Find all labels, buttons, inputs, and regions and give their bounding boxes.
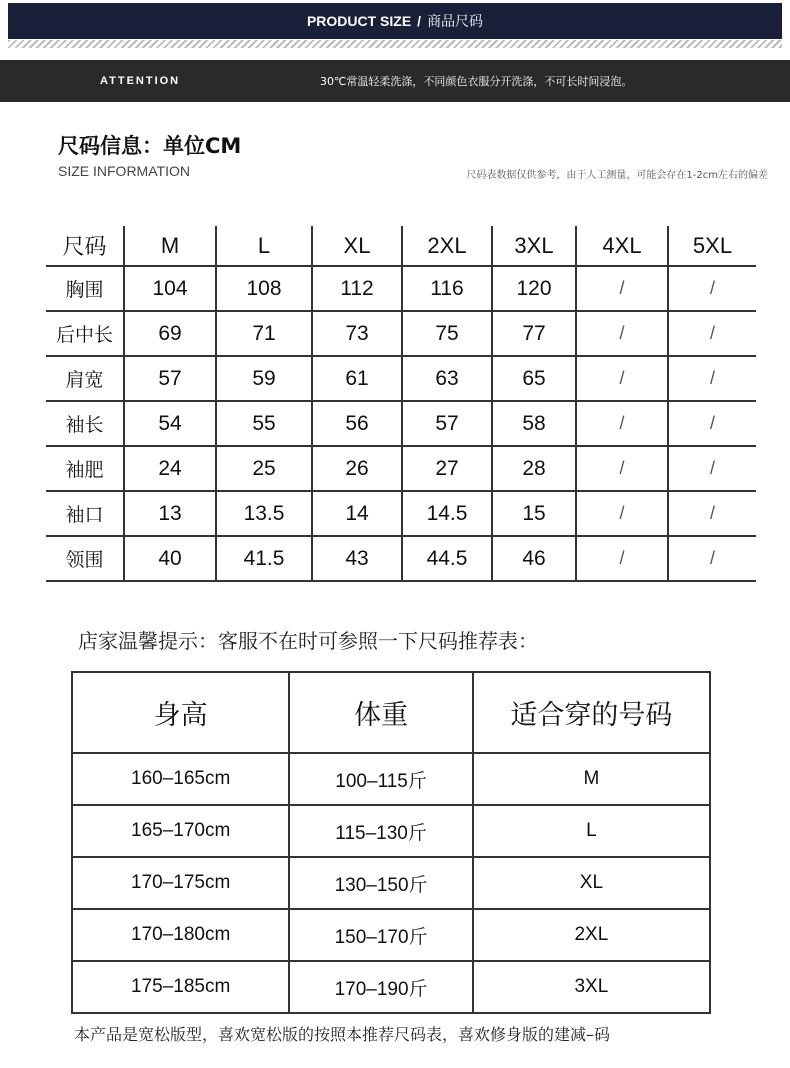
table-row [72, 857, 710, 909]
fit-note: 本产品是宽松版型，喜欢宽松版的按照本推荐尺码表，喜欢修身版的建减–码 [74, 1025, 611, 1044]
table-cell: 54 [124, 401, 216, 446]
banner-separator: / [417, 13, 422, 29]
recommendation-header-cell: 适合穿的号码 [473, 672, 710, 753]
table-cell: 13 [124, 491, 216, 536]
table-cell: 112 [312, 266, 402, 311]
table-cell: 27 [402, 446, 492, 491]
recommendation-header-cell: 身高 [72, 672, 289, 753]
table-row [46, 401, 756, 446]
table-cell: 175–185cm [72, 961, 289, 1013]
table-cell: 57 [124, 356, 216, 401]
table-cell: 55 [216, 401, 312, 446]
table-cell: 61 [312, 356, 402, 401]
banner-title-cn: 商品尺码 [427, 13, 484, 29]
table-cell: 108 [216, 266, 312, 311]
table-cell: 14.5 [402, 491, 492, 536]
table-cell: L [473, 805, 710, 857]
table-cell: 170–190斤 [289, 961, 472, 1013]
recommendation-table [71, 671, 711, 1014]
product-size-banner [8, 3, 782, 39]
size-info-title: 尺码信息：单位CM [58, 134, 242, 158]
table-cell: 63 [402, 356, 492, 401]
size-table-header [46, 226, 756, 266]
table-row [46, 356, 756, 401]
shop-tip: 店家温馨提示：客服不在时可参照一下尺码推荐表： [78, 629, 538, 653]
table-row [72, 805, 710, 857]
table-cell: / [576, 356, 668, 401]
table-cell: 160–165cm [72, 753, 289, 805]
measurement-label: 袖口 [46, 491, 124, 536]
table-cell: / [576, 491, 668, 536]
table-row [46, 446, 756, 491]
table-cell: 65 [492, 356, 576, 401]
table-cell: 41.5 [216, 536, 312, 581]
size-info-subtitle: SIZE INFORMATION [58, 163, 190, 179]
table-cell: 25 [216, 446, 312, 491]
table-cell: 165–170cm [72, 805, 289, 857]
measurement-label: 袖肥 [46, 446, 124, 491]
table-row [72, 909, 710, 961]
recommendation-header [72, 672, 710, 753]
table-cell: / [668, 311, 756, 356]
size-header-cell: 5XL [668, 226, 756, 266]
table-cell: XL [473, 857, 710, 909]
table-cell: / [668, 266, 756, 311]
measurement-label: 后中长 [46, 311, 124, 356]
table-cell: 77 [492, 311, 576, 356]
table-row [46, 491, 756, 536]
size-header-cell: L [216, 226, 312, 266]
table-cell: 75 [402, 311, 492, 356]
banner-title-en: PRODUCT SIZE [306, 13, 412, 29]
table-cell: / [668, 536, 756, 581]
table-cell: / [576, 266, 668, 311]
table-row [46, 536, 756, 581]
table-cell: 40 [124, 536, 216, 581]
table-cell: 58 [492, 401, 576, 446]
size-header-cell: 2XL [402, 226, 492, 266]
hatch-divider [8, 40, 782, 48]
size-header-cell: M [124, 226, 216, 266]
measurement-label: 袖长 [46, 401, 124, 446]
table-cell: 2XL [473, 909, 710, 961]
table-row [72, 753, 710, 805]
table-cell: 130–150斤 [289, 857, 472, 909]
measurement-label: 领围 [46, 536, 124, 581]
measurement-label: 胸围 [46, 266, 124, 311]
table-cell: / [576, 311, 668, 356]
table-cell: / [668, 356, 756, 401]
table-cell: 26 [312, 446, 402, 491]
table-cell: 170–175cm [72, 857, 289, 909]
table-cell: 46 [492, 536, 576, 581]
table-cell: 43 [312, 536, 402, 581]
table-row [46, 266, 756, 311]
table-cell: / [668, 401, 756, 446]
table-cell: M [473, 753, 710, 805]
table-cell: 24 [124, 446, 216, 491]
table-cell: / [668, 446, 756, 491]
size-header-label: 尺码 [46, 226, 124, 266]
table-cell: 57 [402, 401, 492, 446]
table-cell: 56 [312, 401, 402, 446]
measurement-note: 尺码表数据仅供参考，由于人工测量，可能会存在1-2cm左右的偏差 [466, 170, 768, 181]
table-cell: 150–170斤 [289, 909, 472, 961]
table-cell: 170–180cm [72, 909, 289, 961]
table-cell: 59 [216, 356, 312, 401]
table-row [46, 311, 756, 356]
size-table [46, 226, 756, 582]
table-cell: / [668, 491, 756, 536]
table-cell: 120 [492, 266, 576, 311]
table-cell: 14 [312, 491, 402, 536]
care-instructions: 30℃常温轻柔洗涤，不同颜色衣服分开洗涤，不可长时间浸泡。 [320, 75, 633, 88]
table-cell: 71 [216, 311, 312, 356]
table-cell: 3XL [473, 961, 710, 1013]
table-cell: 69 [124, 311, 216, 356]
table-cell: 13.5 [216, 491, 312, 536]
attention-label: ATTENTION [100, 75, 181, 87]
table-cell: 28 [492, 446, 576, 491]
size-header-cell: XL [312, 226, 402, 266]
table-row [72, 961, 710, 1013]
table-cell: / [576, 446, 668, 491]
table-cell: 116 [402, 266, 492, 311]
attention-bar [0, 60, 790, 102]
size-header-cell: 3XL [492, 226, 576, 266]
table-cell: 15 [492, 491, 576, 536]
recommendation-header-cell: 体重 [289, 672, 472, 753]
measurement-label: 肩宽 [46, 356, 124, 401]
table-cell: 100–115斤 [289, 753, 472, 805]
table-cell: / [576, 401, 668, 446]
table-cell: / [576, 536, 668, 581]
size-header-cell: 4XL [576, 226, 668, 266]
table-cell: 73 [312, 311, 402, 356]
table-cell: 104 [124, 266, 216, 311]
table-cell: 44.5 [402, 536, 492, 581]
table-cell: 115–130斤 [289, 805, 472, 857]
